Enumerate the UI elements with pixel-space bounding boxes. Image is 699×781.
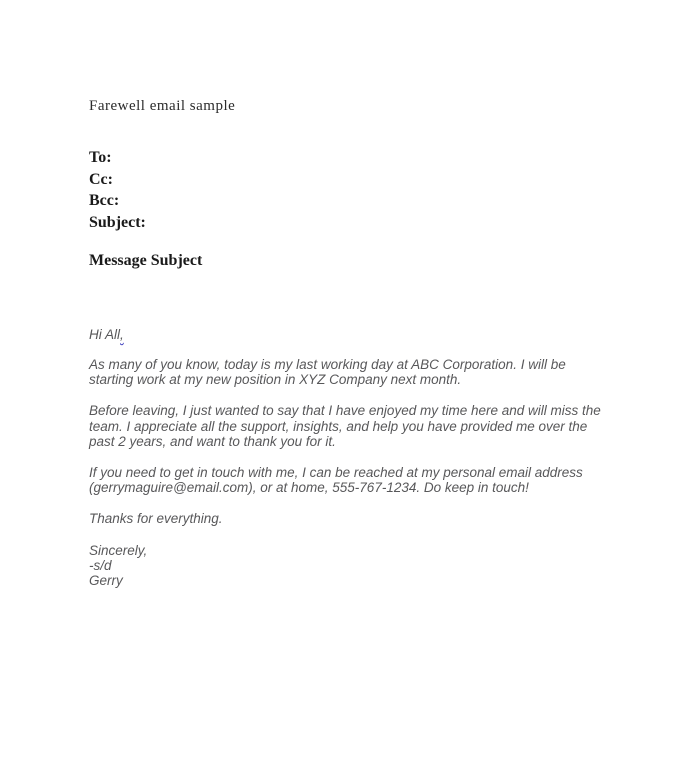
field-label-bcc: Bcc: bbox=[89, 192, 120, 209]
message-subject-heading: Message Subject bbox=[89, 252, 203, 269]
body-paragraph-1: As many of you know, today is my last working day at ABC Corporation. I will be starting work at my new position in XYZ Company next month. bbox=[89, 357, 566, 388]
body-paragraph-2: Before leaving, I just wanted to say that I have enjoyed my time here and will miss the team. I appreciate all the support, insights, and help you have provided me over the past 2 years, and want to thank you for it. bbox=[89, 403, 601, 449]
signature-line-name: Gerry bbox=[89, 573, 123, 589]
field-label-to: To: bbox=[89, 149, 112, 166]
body-paragraph-3: If you need to get in touch with me, I can be reached at my personal email address (gerrymaguire@email.com), or at home, 555-767-1234. Do keep in touch! bbox=[89, 465, 583, 496]
greeting-line bbox=[89, 327, 659, 342]
greeting-text: Hi All bbox=[89, 327, 121, 342]
email-header-fields bbox=[89, 147, 659, 233]
signature-line-sd: -s/d bbox=[89, 557, 112, 573]
closing-line: Thanks for everything. bbox=[89, 511, 223, 527]
signature-line-sincerely: Sincerely, bbox=[89, 542, 148, 558]
field-label-cc: Cc: bbox=[89, 170, 113, 188]
signature-block bbox=[89, 543, 659, 589]
page-title: Farewell email sample bbox=[89, 98, 236, 114]
spellcheck-squiggle-comma: , bbox=[120, 327, 124, 342]
field-label-subject: Subject: bbox=[89, 213, 146, 231]
